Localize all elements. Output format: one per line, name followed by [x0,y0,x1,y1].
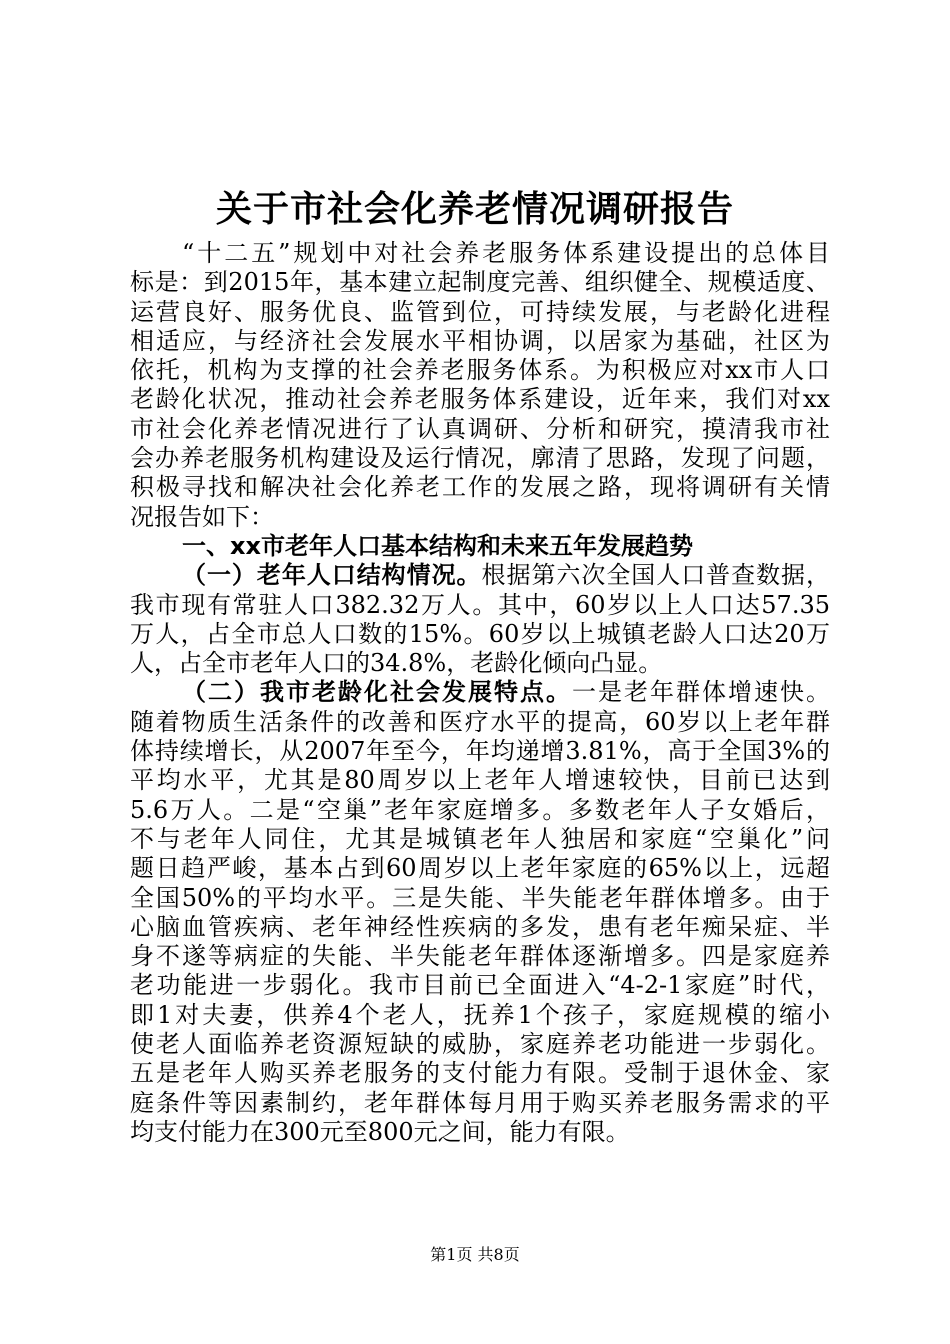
paragraph-line: 题日趋严峻，基本占到60周岁以上老年家庭的65%以上，远超 [130,854,830,883]
intro-line: 运营良好、服务优良、监管到位，可持续发展，与老龄化进程 [130,297,830,326]
paragraph-line: 使老人面临养老资源短缺的威胁，家庭养老功能进一步弱化。 [130,1030,830,1059]
section-heading: 一、xx市老年人口基本结构和未来五年发展趋势 [182,531,693,560]
paragraph-line: 心脑血管疾病、老年神经性疾病的多发，患有老年痴呆症、半 [130,912,830,941]
intro-line: 标是：到2015年，基本建立起制度完善、组织健全、规模适度、 [130,268,830,297]
paragraph-line: 平均水平，尤其是80周岁以上老年人增速较快，目前已达到 [130,766,830,795]
intro-line: 积极寻找和解决社会化养老工作的发展之路，现将调研有关情 [130,473,830,502]
paragraph-line: 5.6万人。二是“空巢”老年家庭增多。多数老年人子女婚后， [130,795,830,824]
subsection-first-line [130,561,830,590]
intro-line: 依托，机构为支撑的社会养老服务体系。为积极应对xx市人口 [130,356,830,385]
paragraph-line: 均支付能力在300元至800元之间，能力有限。 [130,1117,630,1146]
intro-line: 老龄化状况，推动社会养老服务体系建设，近年来，我们对xx [130,385,830,414]
paragraph-line: 体持续增长，从2007年至今，年均递增3.81%，高于全国3%的 [130,737,830,766]
intro-line: 市社会化养老情况进行了认真调研、分析和研究，摸清我市社 [130,414,830,443]
document-body [130,239,830,1147]
paragraph-line: 全国50%的平均水平。三是失能、半失能老年群体增多。由于 [130,883,830,912]
intro-line: 会办养老服务机构建设及运行情况，廓清了思路，发现了问题， [130,444,830,473]
paragraph-line: 不与老年人同住，尤其是城镇老年人独居和家庭“空巢化”问 [130,824,830,853]
intro-line: 相适应，与经济社会发展水平相协调，以居家为基础，社区为 [130,326,830,355]
paragraph-line: 老功能进一步弱化。我市目前已全面进入“4-2-1家庭”时代， [130,971,830,1000]
subsection-text: 根据第六次全国人口普查数据， [481,561,830,590]
intro-line: “十二五”规划中对社会养老服务体系建设提出的总体目 [182,239,830,267]
subsection-heading: （二）我市老龄化社会发展特点。 [182,678,572,707]
paragraph-line: 随着物质生活条件的改善和医疗水平的提高，60岁以上老年群 [130,707,830,736]
subsection-heading: （一）老年人口结构情况。 [182,561,482,590]
paragraph-line: 人，占全市老年人口的34.8%，老龄化倾向凸显。 [130,649,663,678]
paragraph-line: 庭条件等因素制约，老年群体每月用于购买养老服务需求的平 [130,1088,830,1117]
subsection-first-line [130,678,830,707]
document-title: 关于市社会化养老情况调研报告 [215,189,734,230]
paragraph-line: 即1对夫妻，供养4个老人，抚养1个孩子，家庭规模的缩小 [130,1000,830,1029]
intro-line: 况报告如下： [130,502,274,531]
subsection-text: 一是老年群体增速快。 [572,678,830,707]
paragraph-line: 身不遂等病症的失能、半失能老年群体逐渐增多。四是家庭养 [130,942,830,971]
page-footer: 第1页 共8页 [430,1245,520,1264]
paragraph-line: 万人，占全市总人口数的15%。60岁以上城镇老龄人口达20万 [130,619,830,648]
paragraph-line: 五是老年人购买养老服务的支付能力有限。受制于退休金、家 [130,1059,830,1088]
paragraph-line: 我市现有常驻人口382.32万人。其中，60岁以上人口达57.35 [130,590,830,619]
